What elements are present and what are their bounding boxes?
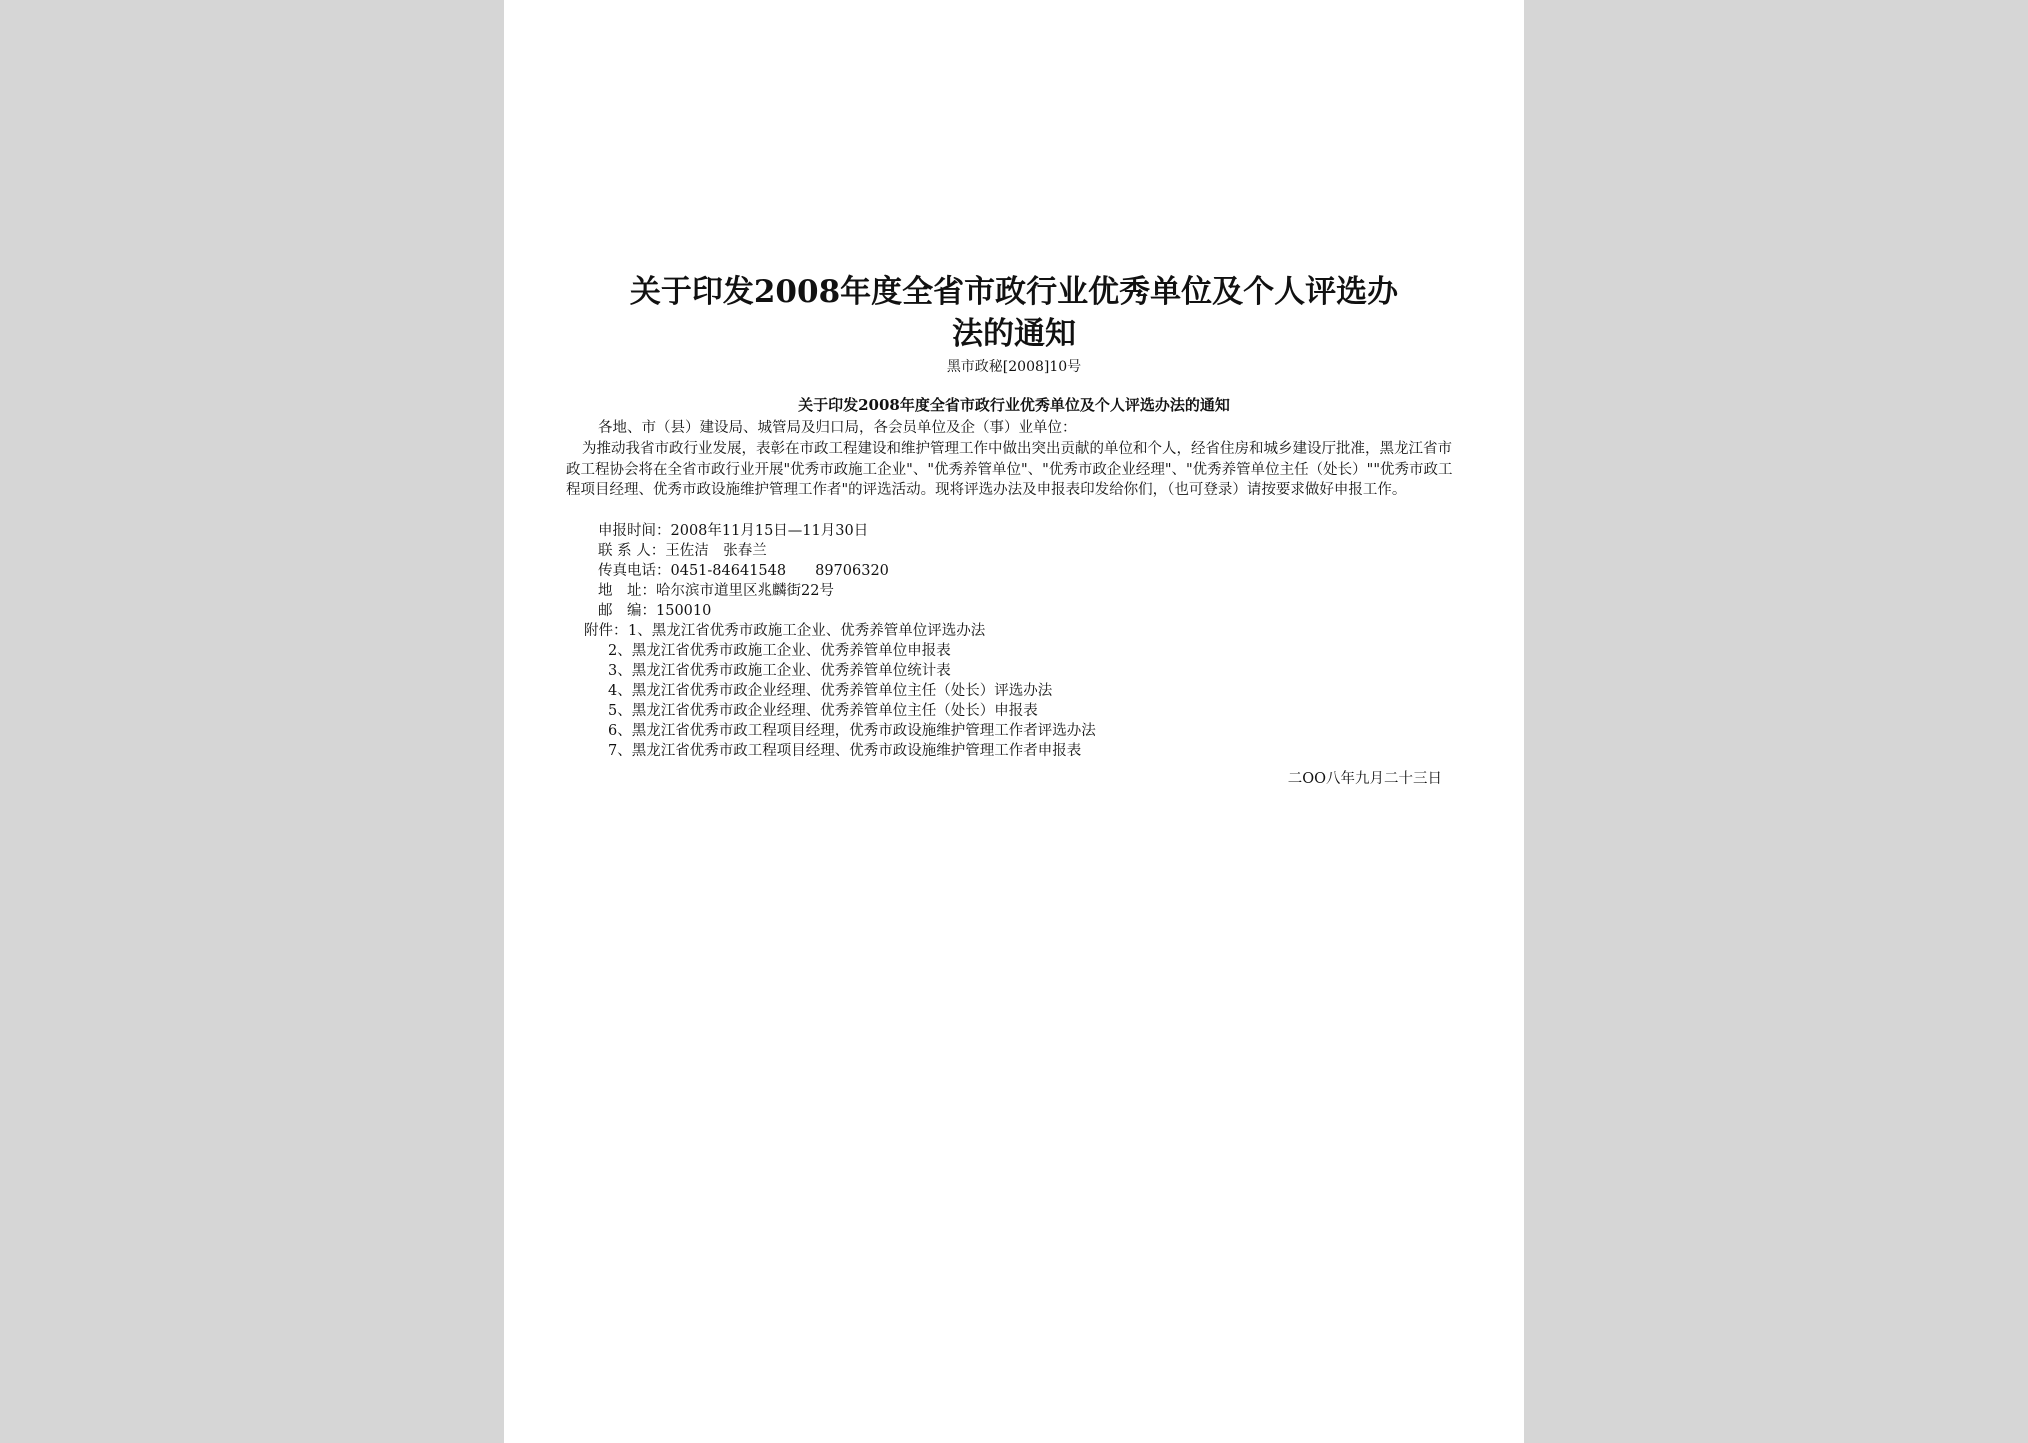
- attachments-label: 附件：: [584, 623, 628, 639]
- info-row-date-range: [598, 521, 868, 541]
- attachment-item: 1、黑龙江省优秀市政施工企业、优秀养管单位评选办法: [628, 623, 986, 639]
- page-title-line-2: 法的通知: [952, 316, 1076, 352]
- attachment-item: 4、黑龙江省优秀市政企业经理、优秀养管单位主任（处长）评选办法: [608, 683, 1053, 699]
- info-value: 王佐洁 张春兰: [665, 543, 767, 559]
- attachment-item: 5、黑龙江省优秀市政企业经理、优秀养管单位主任（处长）申报表: [608, 703, 1038, 719]
- body-paragraph: [566, 439, 1456, 501]
- attachment-item: 3、黑龙江省优秀市政施工企业、优秀养管单位统计表: [608, 663, 951, 679]
- page-title-line-1: 关于印发2008年度全省市政行业优秀单位及个人评选办: [629, 274, 1399, 310]
- salutation: 各地、市（县）建设局、城管局及归口局，各会员单位及企（事）业单位：: [598, 420, 1077, 436]
- attachment-item: 7、黑龙江省优秀市政工程项目经理、优秀市政设施维护管理工作者申报表: [608, 743, 1082, 759]
- info-row-fax: [598, 561, 889, 581]
- info-row-postcode: [598, 601, 711, 621]
- info-row-contact: [598, 541, 767, 561]
- document-page: [504, 0, 1524, 1443]
- info-label: 邮 编：: [598, 603, 656, 619]
- document-number: 黑市政秘[2008]10号: [946, 359, 1082, 375]
- info-row-address: [598, 581, 834, 601]
- issue-date: 二OO八年九月二十三日: [1287, 771, 1442, 787]
- info-value: 2008年11月15日—11月30日: [670, 523, 869, 539]
- attachment-item: 2、黑龙江省优秀市政施工企业、优秀养管单位申报表: [608, 643, 951, 659]
- info-label: 申报时间：: [598, 523, 671, 539]
- info-label: 地 址：: [598, 583, 656, 599]
- notice-subtitle: 关于印发2008年度全省市政行业优秀单位及个人评选办法的通知: [798, 396, 1230, 414]
- info-label: 传真电话：: [598, 563, 671, 579]
- body-text: 为推动我省市政行业发展，表彰在市政工程建设和维护管理工作中做出突出贡献的单位和个人，经省住房和城乡建设厅批准，黑龙江省市政工程协会将在全省市政行业开展"优秀市政施工企业"、"优秀养管单位"、"优秀市政企业经理"、"优秀养管单位主任（处长）""优秀市政工程项目经理、优秀市政设施维护管理工作者"的评选活动。现将评选办法及申报表印发给你们，（也可登录）请按要求做好申报工作。: [566, 441, 1453, 498]
- info-value: 150010: [656, 603, 712, 619]
- info-value: 哈尔滨市道里区兆麟街22号: [656, 583, 834, 599]
- info-value: 0451-84641548 89706320: [670, 563, 889, 579]
- info-label: 联 系 人：: [598, 543, 666, 559]
- attachment-item: 6、黑龙江省优秀市政工程项目经理，优秀市政设施维护管理工作者评选办法: [608, 723, 1096, 739]
